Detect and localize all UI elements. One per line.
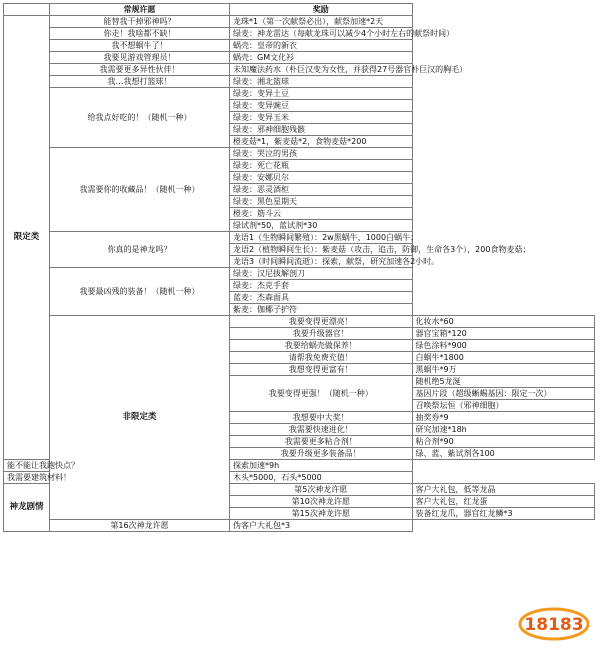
reward-cell: 器官宝箱*120 (412, 328, 595, 340)
wish-cell: 第16次神龙许愿 (50, 520, 230, 532)
wish-cell: 我需要建筑材料！ (4, 472, 50, 484)
reward-cell: 粘合剂*90 (412, 436, 595, 448)
wish-cell: 我不想蜗牛了！ (50, 40, 230, 52)
reward-cell: 客户大礼包，低等龙晶 (412, 484, 595, 496)
wish-cell: 你走！我啥都不缺！ (50, 28, 230, 40)
reward-cell: 装备红龙爪，器官红龙鳞*3 (412, 508, 595, 520)
wish-cell: 我需要更多粘合剂！ (230, 436, 413, 448)
reward-cell: 龙珠*1（第一次献祭必出），献祭加速*2天 (230, 16, 413, 28)
reward-cell: 随机绝5龙涎 (412, 376, 595, 388)
reward-cell: 绿麦：变异豌豆 (230, 100, 413, 112)
table-row (4, 316, 595, 328)
reward-cell: 客户大礼包，红龙蛋 (412, 496, 595, 508)
reward-cell: 绿麦：神龙雷达（每献龙珠可以减少4个小时左右的献祭时间） (230, 28, 413, 40)
reward-cell: 龙语3（时间瞬间流逝）：探索，献祭，研究加速各2小时。 (230, 256, 413, 268)
reward-cell: 召唤祭坛恒（邪神细胞） (412, 400, 595, 412)
wish-cell: 我要给蜗壳做保养！ (230, 340, 413, 352)
reward-cell: 绿、蓝、紫试剂各100 (412, 448, 595, 460)
reward-cell: 龙语1（生物瞬间繁殖）：2w黑蜗牛，1000白蜗牛； (230, 232, 413, 244)
reward-cell: 橙麦菇*1，紫麦菇*2，食物麦菇*200 (230, 136, 413, 148)
table-body (4, 16, 595, 532)
table-row (4, 268, 595, 280)
wish-cell: 我想要中大奖！ (230, 412, 413, 424)
category-cell: 非限定类 (50, 316, 230, 520)
wish-cell: 给我点好吃的！（随机一种） (50, 88, 230, 148)
wish-cell: 请帮我免费充值！ (230, 352, 413, 364)
table-row (4, 28, 595, 40)
wish-cell: 第5次神龙许愿 (230, 484, 413, 496)
reward-cell: 绿麦：变异玉米 (230, 112, 413, 124)
reward-cell: 绿麦：湘北篮球 (230, 76, 413, 88)
reward-cell: 未知魔法药水（朴巨汉变为女性，并获得27号器官朴巨汉的胸毛） (230, 64, 413, 76)
reward-cell: 木头*5000，石头*5000 (230, 472, 413, 484)
reward-cell: 黑蜗牛*9万 (412, 364, 595, 376)
reward-cell: 绿麦：安娜贝尔 (230, 172, 413, 184)
reward-cell: 橙麦：筋斗云 (230, 208, 413, 220)
wish-cell: 我要升级器官！ (230, 328, 413, 340)
header-wish: 常规许愿 (50, 4, 230, 16)
wish-cell: 我需要你的收藏品！（随机一种） (50, 148, 230, 232)
reward-cell: 抽奖券*9 (412, 412, 595, 424)
wish-cell: 能替我干掉邪神吗？ (50, 16, 230, 28)
reward-cell: 绿麦：死亡花瓶 (230, 160, 413, 172)
table-row (4, 232, 595, 244)
reward-cell: 绿麦：变异土豆 (230, 88, 413, 100)
reward-cell: 绿色涂料*900 (412, 340, 595, 352)
wish-cell: 第15次神龙许愿 (230, 508, 413, 520)
site-logo-watermark (516, 604, 592, 644)
reward-cell: 化妆水*60 (412, 316, 595, 328)
table-row (4, 148, 595, 160)
reward-cell: 绿麦：邪神细胞残骸 (230, 124, 413, 136)
wish-cell: 我需要快速进化！ (230, 424, 413, 436)
logo-text: 18183 (524, 615, 584, 635)
wish-cell: 能不能让我跑快点？ (4, 460, 50, 472)
category-cell: 神龙剧情 (4, 484, 50, 532)
table-row (4, 40, 595, 52)
reward-cell: 绿麦：汉尼拔解剖刀 (230, 268, 413, 280)
table-row (4, 76, 595, 88)
table-row (4, 88, 595, 100)
reward-cell: 蜗壳：皇帝的新衣 (230, 40, 413, 52)
table-header-row (4, 4, 595, 16)
reward-cell: 蜗壳：GM文化衫 (230, 52, 413, 64)
reward-cell: 基因片段（超级蜥蜴基因：限定一次） (412, 388, 595, 400)
table-row (4, 52, 595, 64)
reward-cell: 绿麦：黑色星期天 (230, 196, 413, 208)
reward-cell: 绿试剂*50，蓝试剂*30 (230, 220, 413, 232)
wish-cell: 我要变得更漂亮！ (230, 316, 413, 328)
reward-cell: 紫麦：伽椰子护符 (230, 304, 413, 316)
reward-cell: 绿麦：哭泣的男孩 (230, 148, 413, 160)
category-cell: 限定类 (4, 16, 50, 460)
reward-cell: 蓝麦：杰森面具 (230, 292, 413, 304)
table-row (4, 520, 595, 532)
header-corner (4, 4, 50, 16)
wish-cell: 我要最凶残的装备！（随机一种） (50, 268, 230, 316)
wish-reward-table (3, 3, 595, 532)
reward-cell: 伪客户大礼包*3 (230, 520, 413, 532)
wish-cell: 我…我想打篮球！ (50, 76, 230, 88)
reward-cell: 白蜗牛*1800 (412, 352, 595, 364)
reward-cell: 绿麦：恶灵酒柜 (230, 184, 413, 196)
table-row (4, 16, 595, 28)
header-reward: 奖励 (230, 4, 413, 16)
wish-cell: 我要变得更强！（随机一种） (230, 376, 413, 412)
reward-cell: 绿麦：杰克手套 (230, 280, 413, 292)
wish-cell: 第10次神龙许愿 (230, 496, 413, 508)
table-row (4, 64, 595, 76)
wish-cell: 我要升级更多装备品！ (230, 448, 413, 460)
reward-cell: 龙语2（植物瞬间生长）：紫麦菇（攻击，追击，防御，生命各3个），200食物麦菇； (230, 244, 413, 256)
wish-cell: 我需要更多异性伙伴！ (50, 64, 230, 76)
wish-cell: 我要见游戏管理员！ (50, 52, 230, 64)
reward-cell: 研究加速*18h (412, 424, 595, 436)
reward-cell: 探索加速*9h (230, 460, 413, 472)
wish-cell: 你真的是神龙吗？ (50, 232, 230, 268)
wish-cell: 我想变得更富有！ (230, 364, 413, 376)
